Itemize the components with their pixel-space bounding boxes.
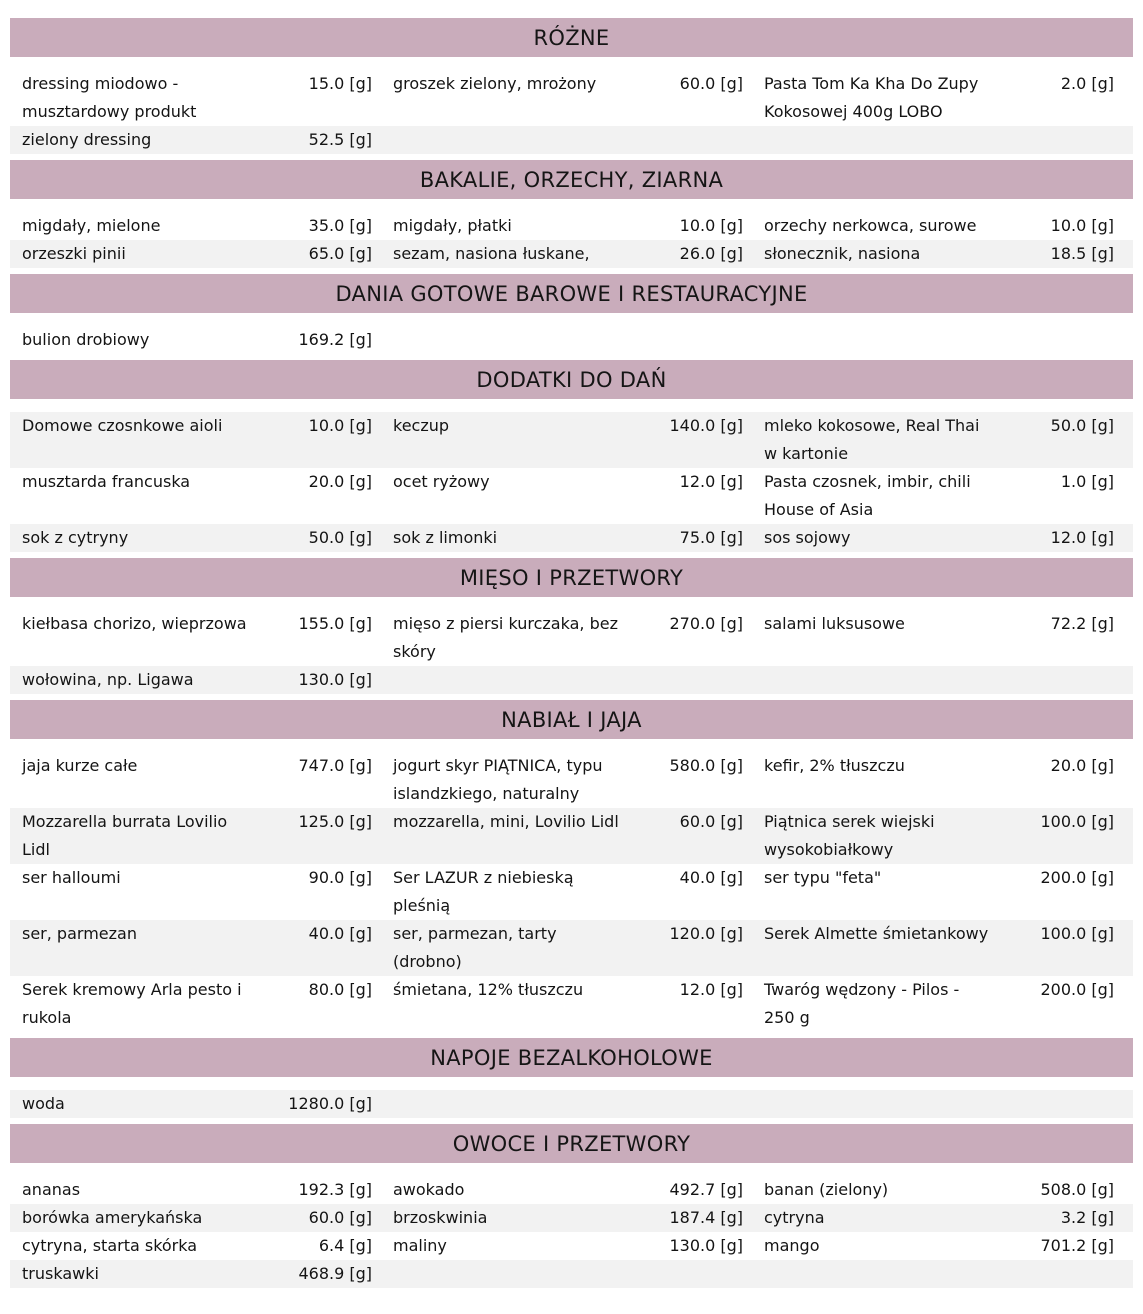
- item-cell: [22, 524, 372, 552]
- category-title: BAKALIE, ORZECHY, ZIARNA: [419, 167, 724, 192]
- item-name: Twaróg wędzony - Pilos - 250 g: [764, 980, 960, 1027]
- table-row: [10, 326, 1133, 354]
- item-quantity: 200.0 [g]: [1040, 868, 1114, 887]
- item-cell: [22, 70, 372, 126]
- item-quantity: 468.9 [g]: [298, 1264, 372, 1283]
- item-name: ananas: [22, 1180, 81, 1199]
- item-quantity: 20.0 [g]: [308, 472, 372, 491]
- item-name: maliny: [393, 1236, 447, 1255]
- item-cell: [22, 666, 372, 694]
- item-name: jaja kurze całe: [22, 756, 138, 775]
- item-quantity: 60.0 [g]: [308, 1208, 372, 1227]
- item-name: sok z cytryny: [22, 528, 129, 547]
- item-quantity: 1.0 [g]: [1060, 472, 1114, 491]
- item-name: bulion drobiowy: [22, 330, 150, 349]
- item-cell: [764, 70, 1114, 126]
- item-name: słonecznik, nasiona: [764, 244, 921, 263]
- sections-container: [10, 18, 1133, 1288]
- item-quantity: 100.0 [g]: [1040, 812, 1114, 831]
- item-name: kefir, 2% tłuszczu: [764, 756, 905, 775]
- category-title: DODATKI DO DAŃ: [476, 367, 667, 392]
- category-section: [10, 558, 1133, 694]
- item-quantity: 200.0 [g]: [1040, 980, 1114, 999]
- item-cell: [764, 326, 1114, 354]
- category-section: [10, 1124, 1133, 1288]
- category-title: NABIAŁ I JAJA: [501, 707, 642, 732]
- item-cell: [22, 326, 372, 354]
- category-section: [10, 700, 1133, 1032]
- item-name: orzechy nerkowca, surowe: [764, 216, 977, 235]
- item-cell: [393, 920, 743, 976]
- table-row: [10, 610, 1133, 666]
- table-row: [10, 976, 1133, 1032]
- item-cell: [393, 240, 743, 268]
- category-section: [10, 18, 1133, 154]
- item-quantity: 18.5 [g]: [1050, 244, 1114, 263]
- category-title: DANIA GOTOWE BAROWE I RESTAURACYJNE: [335, 281, 808, 306]
- category-header: [10, 558, 1133, 597]
- item-name: sezam, nasiona łuskane,: [393, 244, 590, 263]
- category-section: [10, 360, 1133, 552]
- item-name: borówka amerykańska: [22, 1208, 203, 1227]
- item-name: zielony dressing: [22, 130, 152, 149]
- item-cell: [764, 126, 1114, 154]
- item-cell: [764, 808, 1114, 864]
- item-quantity: 6.4 [g]: [318, 1236, 372, 1255]
- item-cell: [393, 666, 743, 694]
- category-header: [10, 1038, 1133, 1077]
- category-header: [10, 160, 1133, 199]
- item-name: migdały, mielone: [22, 216, 161, 235]
- item-name: groszek zielony, mrożony: [393, 74, 597, 93]
- item-quantity: 747.0 [g]: [298, 756, 372, 775]
- item-cell: [393, 326, 743, 354]
- item-name: Mozzarella burrata Lovilio Lidl: [22, 812, 228, 859]
- item-cell: [764, 864, 1114, 920]
- table-row: [10, 666, 1133, 694]
- item-name: migdały, płatki: [393, 216, 512, 235]
- item-cell: [22, 976, 372, 1032]
- item-name: awokado: [393, 1180, 465, 1199]
- table-row: [10, 864, 1133, 920]
- item-name: Piątnica serek wiejski wysokobiałkowy: [764, 812, 935, 859]
- item-quantity: 3.2 [g]: [1060, 1208, 1114, 1227]
- table-row: [10, 1090, 1133, 1118]
- item-cell: [393, 412, 743, 468]
- item-quantity: 701.2 [g]: [1040, 1236, 1114, 1255]
- table-row: [10, 212, 1133, 240]
- item-quantity: 155.0 [g]: [298, 614, 372, 633]
- item-cell: [22, 808, 372, 864]
- item-name: keczup: [393, 416, 450, 435]
- item-name: Ser LAZUR z niebieską pleśnią: [393, 868, 574, 915]
- item-cell: [22, 752, 372, 808]
- category-header: [10, 18, 1133, 57]
- category-title: NAPOJE BEZALKOHOLOWE: [430, 1045, 713, 1070]
- item-name: musztarda francuska: [22, 472, 191, 491]
- item-cell: [764, 1090, 1114, 1118]
- item-cell: [393, 126, 743, 154]
- item-name: Domowe czosnkowe aioli: [22, 416, 223, 435]
- item-cell: [764, 752, 1114, 808]
- item-quantity: 60.0 [g]: [679, 74, 743, 93]
- item-name: mozzarella, mini, Lovilio Lidl: [393, 812, 619, 831]
- item-quantity: 12.0 [g]: [1050, 528, 1114, 547]
- item-quantity: 120.0 [g]: [669, 924, 743, 943]
- item-cell: [22, 1176, 372, 1204]
- item-cell: [22, 1260, 372, 1288]
- item-name: ocet ryżowy: [393, 472, 490, 491]
- item-quantity: 26.0 [g]: [679, 244, 743, 263]
- item-cell: [764, 610, 1114, 666]
- item-cell: [393, 976, 743, 1032]
- item-name: ser, parmezan: [22, 924, 137, 943]
- item-name: dressing miodowo - musztardowy produkt: [22, 74, 197, 121]
- item-cell: [393, 212, 743, 240]
- item-quantity: 187.4 [g]: [669, 1208, 743, 1227]
- table-row: [10, 1204, 1133, 1232]
- item-quantity: 130.0 [g]: [298, 670, 372, 689]
- category-rows: [10, 752, 1133, 1032]
- item-name: Pasta czosnek, imbir, chili House of Asia: [764, 472, 971, 519]
- item-quantity: 192.3 [g]: [298, 1180, 372, 1199]
- item-cell: [22, 468, 372, 524]
- category-title: OWOCE I PRZETWORY: [452, 1131, 691, 1156]
- item-cell: [22, 1232, 372, 1260]
- item-quantity: 15.0 [g]: [308, 74, 372, 93]
- category-rows: [10, 610, 1133, 694]
- item-quantity: 492.7 [g]: [669, 1180, 743, 1199]
- item-cell: [22, 920, 372, 976]
- item-quantity: 12.0 [g]: [679, 472, 743, 491]
- item-quantity: 10.0 [g]: [308, 416, 372, 435]
- table-row: [10, 524, 1133, 552]
- item-cell: [22, 126, 372, 154]
- item-quantity: 270.0 [g]: [669, 614, 743, 633]
- category-rows: [10, 212, 1133, 268]
- item-name: Serek kremowy Arla pesto i rukola: [22, 980, 242, 1027]
- item-cell: [22, 212, 372, 240]
- category-section: [10, 160, 1133, 268]
- item-name: ser typu "feta": [764, 868, 882, 887]
- item-cell: [764, 976, 1114, 1032]
- item-quantity: 80.0 [g]: [308, 980, 372, 999]
- table-row: [10, 1176, 1133, 1204]
- item-name: salami luksusowe: [764, 614, 905, 633]
- item-quantity: 580.0 [g]: [669, 756, 743, 775]
- item-quantity: 2.0 [g]: [1060, 74, 1114, 93]
- item-cell: [22, 412, 372, 468]
- table-row: [10, 468, 1133, 524]
- item-quantity: 169.2 [g]: [298, 330, 372, 349]
- item-quantity: 52.5 [g]: [308, 130, 372, 149]
- item-name: ser halloumi: [22, 868, 121, 887]
- item-quantity: 72.2 [g]: [1050, 614, 1114, 633]
- item-name: orzeszki pinii: [22, 244, 126, 263]
- item-cell: [764, 920, 1114, 976]
- item-quantity: 1280.0 [g]: [288, 1094, 372, 1113]
- item-cell: [393, 752, 743, 808]
- item-cell: [764, 212, 1114, 240]
- item-cell: [22, 1090, 372, 1118]
- item-name: sok z limonki: [393, 528, 498, 547]
- item-cell: [764, 1204, 1114, 1232]
- item-quantity: 20.0 [g]: [1050, 756, 1114, 775]
- item-cell: [764, 666, 1114, 694]
- category-section: [10, 1038, 1133, 1118]
- category-title: MIĘSO I PRZETWORY: [459, 565, 684, 590]
- item-quantity: 60.0 [g]: [679, 812, 743, 831]
- item-name: woda: [22, 1094, 65, 1113]
- item-quantity: 10.0 [g]: [1050, 216, 1114, 235]
- item-quantity: 12.0 [g]: [679, 980, 743, 999]
- item-cell: [764, 524, 1114, 552]
- item-cell: [393, 1232, 743, 1260]
- table-row: [10, 920, 1133, 976]
- item-cell: [393, 610, 743, 666]
- item-cell: [764, 1260, 1114, 1288]
- item-name: Pasta Tom Ka Kha Do Zupy Kokosowej 400g LOBO: [764, 74, 979, 121]
- item-quantity: 65.0 [g]: [308, 244, 372, 263]
- category-header: [10, 1124, 1133, 1163]
- item-quantity: 125.0 [g]: [298, 812, 372, 831]
- item-quantity: 35.0 [g]: [308, 216, 372, 235]
- item-quantity: 75.0 [g]: [679, 528, 743, 547]
- item-name: mięso z piersi kurczaka, bez skóry: [393, 614, 618, 661]
- item-quantity: 100.0 [g]: [1040, 924, 1114, 943]
- item-cell: [764, 412, 1114, 468]
- item-quantity: 130.0 [g]: [669, 1236, 743, 1255]
- table-row: [10, 70, 1133, 126]
- item-name: Serek Almette śmietankowy: [764, 924, 989, 943]
- item-cell: [22, 240, 372, 268]
- table-row: [10, 1232, 1133, 1260]
- item-name: mango: [764, 1236, 820, 1255]
- item-cell: [22, 610, 372, 666]
- item-cell: [393, 808, 743, 864]
- item-cell: [393, 468, 743, 524]
- category-title: RÓŻNE: [533, 25, 610, 50]
- item-name: banan (zielony): [764, 1180, 889, 1199]
- item-quantity: 40.0 [g]: [679, 868, 743, 887]
- item-cell: [22, 864, 372, 920]
- item-quantity: 140.0 [g]: [669, 416, 743, 435]
- item-cell: [393, 70, 743, 126]
- category-rows: [10, 326, 1133, 354]
- item-name: brzoskwinia: [393, 1208, 488, 1227]
- table-row: [10, 808, 1133, 864]
- item-name: kiełbasa chorizo, wieprzowa: [22, 614, 247, 633]
- item-name: śmietana, 12% tłuszczu: [393, 980, 584, 999]
- category-rows: [10, 1090, 1133, 1118]
- item-name: cytryna, starta skórka: [22, 1236, 198, 1255]
- item-cell: [764, 1176, 1114, 1204]
- category-rows: [10, 70, 1133, 154]
- table-row: [10, 752, 1133, 808]
- item-quantity: 10.0 [g]: [679, 216, 743, 235]
- item-cell: [393, 864, 743, 920]
- table-row: [10, 412, 1133, 468]
- item-name: ser, parmezan, tarty (drobno): [393, 924, 557, 971]
- item-cell: [393, 524, 743, 552]
- category-rows: [10, 1176, 1133, 1288]
- item-quantity: 40.0 [g]: [308, 924, 372, 943]
- item-cell: [22, 1204, 372, 1232]
- item-name: wołowina, np. Ligawa: [22, 670, 194, 689]
- table-row: [10, 240, 1133, 268]
- item-quantity: 50.0 [g]: [1050, 416, 1114, 435]
- item-quantity: 50.0 [g]: [308, 528, 372, 547]
- item-quantity: 508.0 [g]: [1040, 1180, 1114, 1199]
- category-header: [10, 360, 1133, 399]
- item-cell: [764, 1232, 1114, 1260]
- table-row: [10, 1260, 1133, 1288]
- item-name: jogurt skyr PIĄTNICA, typu islandzkiego, naturalny: [393, 756, 603, 803]
- item-cell: [393, 1176, 743, 1204]
- item-name: truskawki: [22, 1264, 99, 1283]
- table-row: [10, 126, 1133, 154]
- item-name: cytryna: [764, 1208, 825, 1227]
- item-name: sos sojowy: [764, 528, 851, 547]
- item-cell: [393, 1260, 743, 1288]
- item-cell: [393, 1090, 743, 1118]
- category-section: [10, 274, 1133, 354]
- item-cell: [393, 1204, 743, 1232]
- item-cell: [764, 240, 1114, 268]
- category-rows: [10, 412, 1133, 552]
- item-quantity: 90.0 [g]: [308, 868, 372, 887]
- item-name: mleko kokosowe, Real Thai w kartonie: [764, 416, 980, 463]
- item-cell: [764, 468, 1114, 524]
- category-header: [10, 700, 1133, 739]
- category-header: [10, 274, 1133, 313]
